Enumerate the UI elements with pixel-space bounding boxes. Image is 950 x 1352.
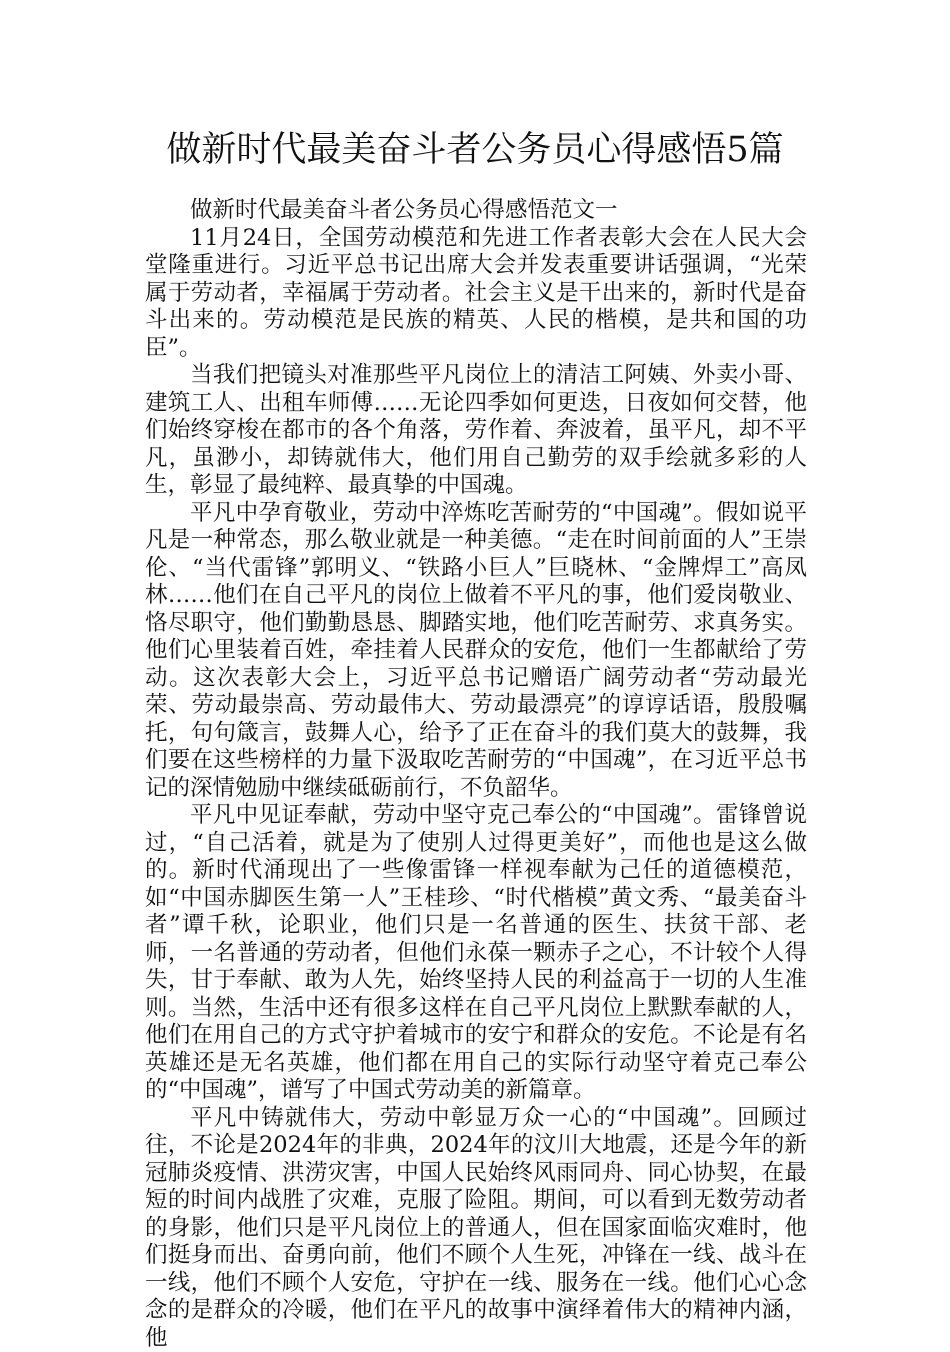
page-title: 做新时代最美奋斗者公务员心得感悟5篇 [0, 128, 950, 172]
paragraph: 11月24日，全国劳动模范和先进工作者表彰大会在人民大会堂隆重进行。习近平总书记出席大会并发表重要讲话强调，“光荣属于劳动者，幸福属于劳动者。社会主义是干出来的，新时代是奋斗出来的。劳动模范是民族的精英、人民的楷模，是共和国的功臣”。 [145, 225, 807, 363]
paragraph: 平凡中见证奉献，劳动中坚守克己奉公的“中国魂”。雷锋曾说过，“自己活着，就是为了使别人过得更美好”，而他也是这么做的。新时代涌现出了一些像雷锋一样视奉献为己任的道德模范，如“中国赤脚医生第一人”王桂珍、“时代楷模”黄文秀、“最美奋斗者”谭千秋，论职业，他们只是一名普通的医生、扶贫干部、老师，一名普通的劳动者，但他们永葆一颗赤子之心，不计较个人得失，甘于奉献、敢为人先，始终坚持人民的利益高于一切的人生准则。当然，生活中还有很多这样在自己平凡岗位上默默奉献的人，他们在用自己的方式守护着城市的安宁和群众的安危。不论是有名英雄还是无名英雄，他们都在用自己的实际行动坚守着克己奉公的“中国魂”，谱写了中国式劳动美的新篇章。 [145, 802, 807, 1105]
document-body [145, 197, 807, 1352]
paragraph: 当我们把镜头对准那些平凡岗位上的清洁工阿姨、外卖小哥、建筑工人、出租车师傅……无论四季如何更迭，日夜如何交替，他们始终穿梭在都市的各个角落，劳作着、奔波着，虽平凡，却不平凡，虽渺小，却铸就伟大，他们用自己勤劳的双手绘就多彩的人生，彰显了最纯粹、最真挚的中国魂。 [145, 362, 807, 500]
section-subtitle: 做新时代最美奋斗者公务员心得感悟范文一 [145, 197, 807, 225]
paragraph: 平凡中孕育敬业，劳动中淬炼吃苦耐劳的“中国魂”。假如说平凡是一种常态，那么敬业就是一种美德。“走在时间前面的人”王崇伦、“当代雷锋”郭明义、“铁路小巨人”巨晓林、“金牌焊工”高凤林……他们在自己平凡的岗位上做着不平凡的事，他们爱岗敬业、恪尽职守，他们勤勤恳恳、脚踏实地，他们吃苦耐劳、求真务实。他们心里装着百姓，牵挂着人民群众的安危，他们一生都献给了劳动。这次表彰大会上，习近平总书记赠语广阔劳动者“劳动最光荣、劳动最崇高、劳动最伟大、劳动最漂亮”的谆谆话语，殷殷嘱托，句句箴言，鼓舞人心，给予了正在奋斗的我们莫大的鼓舞，我们要在这些榜样的力量下汲取吃苦耐劳的“中国魂”，在习近平总书记的深情勉励中继续砥砺前行，不负韶华。 [145, 500, 807, 803]
paragraph: 平凡中铸就伟大，劳动中彰显万众一心的“中国魂”。回顾过往，不论是2024年的非典，2024年的汶川大地震，还是今年的新冠肺炎疫情、洪涝灾害，中国人民始终风雨同舟、同心协契，在最短的时间内战胜了灾难，克服了险阻。期间，可以看到无数劳动者的身影，他们只是平凡岗位上的普通人，但在国家面临灾难时，他们挺身而出、奋勇向前，他们不顾个人生死，冲锋在一线、战斗在一线，他们不顾个人安危，守护在一线、服务在一线。他们心心念念的是群众的冷暖，他们在平凡的故事中演绎着伟大的精神内涵，他 [145, 1105, 807, 1352]
